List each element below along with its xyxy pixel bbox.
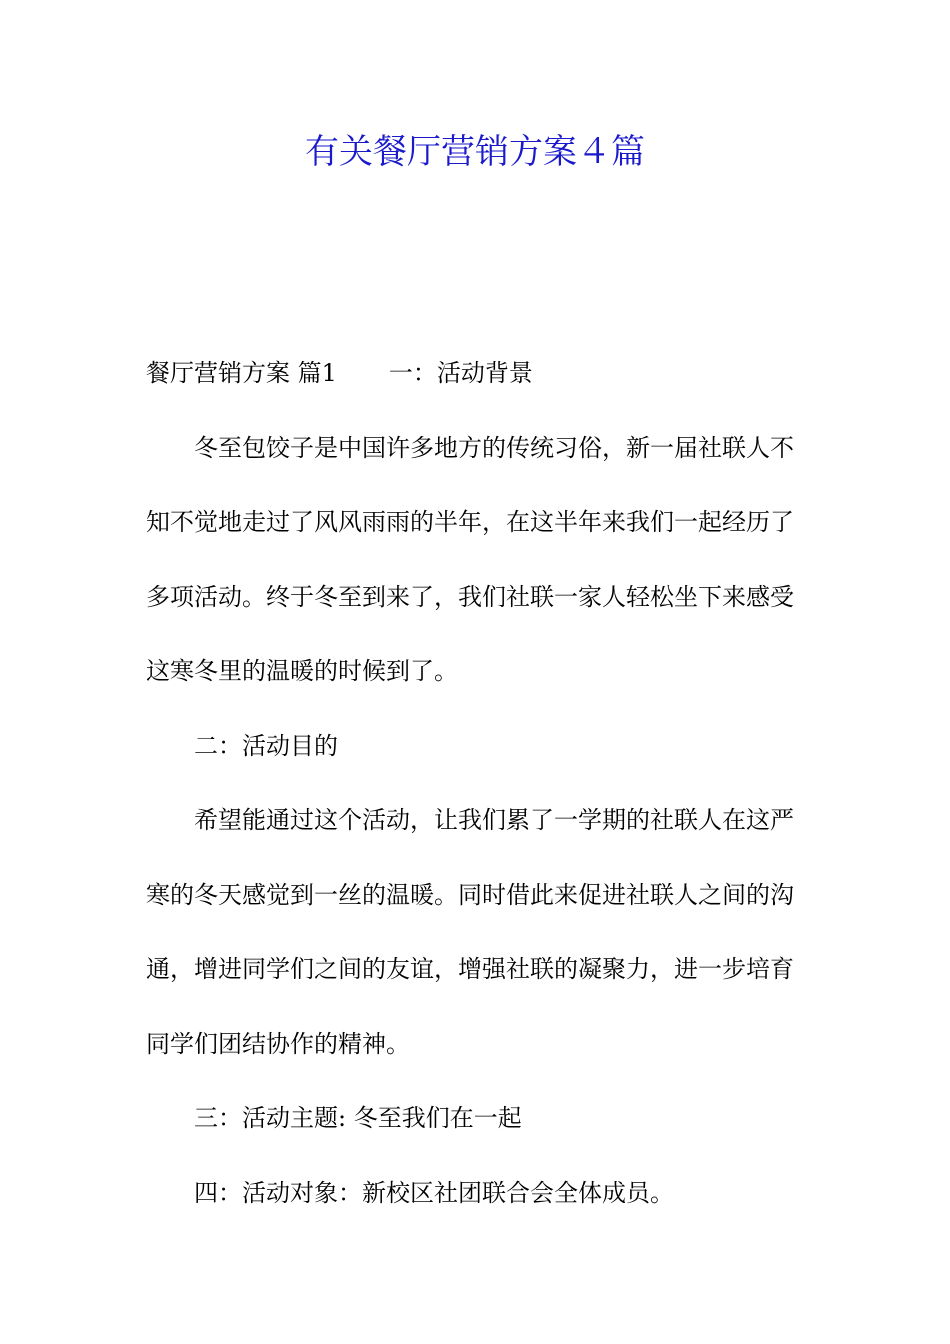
part-label: 餐厅营销方案 篇1 <box>146 359 337 387</box>
section-heading-theme: 三：活动主题: 冬至我们在一起 <box>194 1104 522 1132</box>
paragraph-line: 多项活动。终于冬至到来了，我们社联一家人轻松坐下来感受 <box>146 582 794 611</box>
paragraph-line: 同学们团结协作的精神。 <box>146 1029 410 1058</box>
section-heading-audience: 四：活动对象：新校区社团联合会全体成员。 <box>194 1178 674 1207</box>
section-heading-background: 一：活动背景 <box>388 359 533 387</box>
paragraph-line: 冬至包饺子是中国许多地方的传统习俗，新一届社联人不 <box>194 433 794 462</box>
paragraph-line: 知不觉地走过了风风雨雨的半年，在这半年来我们一起经历了 <box>146 508 794 536</box>
paragraph-line: 寒的冬天感觉到一丝的温暖。同时借此来促进社联人之间的沟 <box>146 880 794 909</box>
document-title: 有关餐厅营销方案４篇 <box>305 132 645 172</box>
document-body <box>146 336 806 1230</box>
paragraph-line: 通，增进同学们之间的友谊，增强社联的凝聚力，进一步培育 <box>146 955 794 983</box>
paragraph-line: 这寒冬里的温暖的时候到了。 <box>146 657 458 685</box>
paragraph-line: 希望能通过这个活动，让我们累了一学期的社联人在这严 <box>194 806 794 834</box>
section-heading-purpose: 二：活动目的 <box>194 731 338 760</box>
section-heading-line <box>146 336 806 411</box>
